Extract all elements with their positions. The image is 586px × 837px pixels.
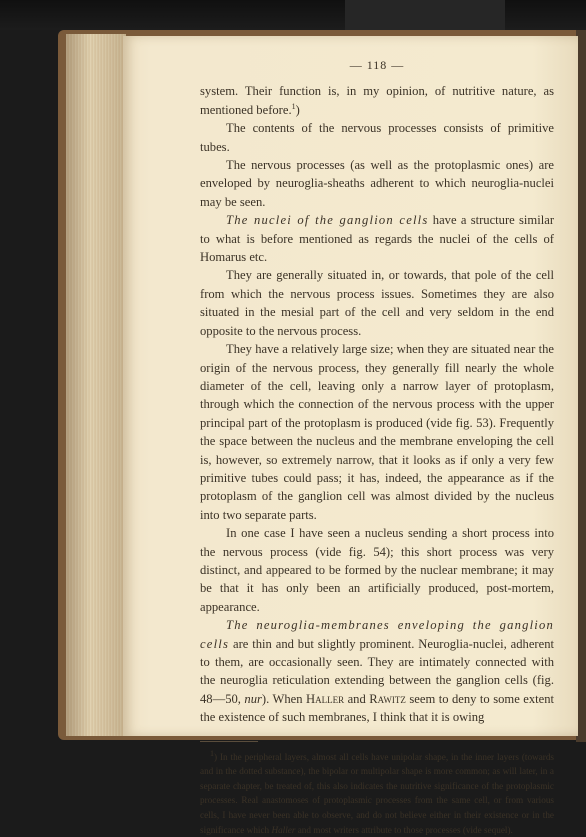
paragraph-p5	[200, 266, 554, 340]
text-run-sup: 1	[210, 748, 214, 758]
paragraph-p4	[200, 211, 554, 266]
footnote-divider	[200, 741, 258, 742]
text-run: and	[344, 691, 370, 706]
paragraph-p6	[200, 340, 554, 524]
text-run-sup: 1	[291, 101, 296, 111]
paragraph-p8	[200, 616, 554, 726]
paragraph-p1	[200, 82, 554, 119]
footnote	[200, 750, 554, 837]
text-run: They are generally situated in, or towards, that pole of the cell from which the nervous process issues. Sometimes they are also situated in the mesial part of the cell and very seldom in the end opposite to the nervous process.	[200, 268, 554, 338]
background-panel	[345, 0, 505, 30]
text-run: system. Their function is, in my opinion, of nutritive nature, as mentioned before.	[200, 84, 554, 117]
text-run-em: The nuclei of the ganglion cells	[226, 213, 429, 228]
text-run-it: Haller	[271, 824, 296, 835]
text-run: The nervous processes (as well as the protoplasmic ones) are enveloped by neuroglia-sheaths adherent to which neuroglia-nuclei may be seen.	[200, 158, 554, 209]
page-edges-shadow	[66, 34, 126, 736]
body-text	[200, 82, 554, 726]
page-text-block	[200, 56, 554, 837]
text-run-sc: Rawitz	[369, 691, 406, 706]
text-run: In one case I have seen a nucleus sending a short process into the nervous process (vide fig. 54); this short process was very distinct, and appeared to be formed by the nuclear membrane; it may be that it has only been an artificially produced, post-mortem, appearance.	[200, 526, 554, 614]
text-run: and most writers attribute to those processes (vide sequel).	[295, 824, 513, 835]
text-run: ). When	[261, 691, 307, 706]
text-run: have a structure similar to what is before mentioned as regards the nuclei of the cells of Homarus etc.	[200, 213, 555, 265]
page-number: — 118 —	[349, 58, 405, 72]
text-run: seem to deny to some extent the existence of such membranes, I think that it is owing	[200, 691, 555, 725]
text-run-em: The neuroglia-membranes enveloping the ganglion cells	[200, 618, 554, 651]
text-run: )	[295, 102, 300, 117]
text-run-it: nur	[244, 691, 262, 706]
text-run: are thin and but slightly prominent. Neuroglia-nuclei, adherent to them, are occasionally seen. They are intimately connected with the neuroglia reticulation extending between the ganglion cells (fig. 48—50,	[200, 636, 554, 706]
text-run-sc: Haller	[306, 691, 345, 706]
text-run: ) In the peripheral layers, almost all cells have unipolar shape, in the inner layers (towards and in the dotted substance), the bipolar or multipolar shape is more common; as will later, in a separate chapter, be treated of, this also indicates the nutritive significance of the protoplasmic processes. Real anastomoses of protoplasmic processes from the same cell, or from various cells, I have never been able to observe, and do not believe either in their existence or in the significance which	[200, 751, 554, 835]
paragraph-p2	[200, 119, 554, 156]
paragraph-p3	[200, 156, 554, 211]
text-run: They have a relatively large size; when they are situated near the origin of the nervous process, they generally fill nearly the whole diameter of the cell, leaving only a narrow layer of protoplasm, through which the connection of the nervous process with the upper principal part of the protoplasm is produced (vide fig. 53). Frequently the space between the nucleus and the membrane enveloping the cell is, however, so extremely narrow, that it looks as if only a very few primitive tubes could pass; it has, indeed, the appearance as if the protoplasm of the ganglion cell was almost divided by the nucleus into two separate parts.	[200, 342, 554, 522]
paragraph-p7	[200, 524, 554, 616]
text-run: The contents of the nervous processes consists of primitive tubes.	[200, 121, 554, 154]
